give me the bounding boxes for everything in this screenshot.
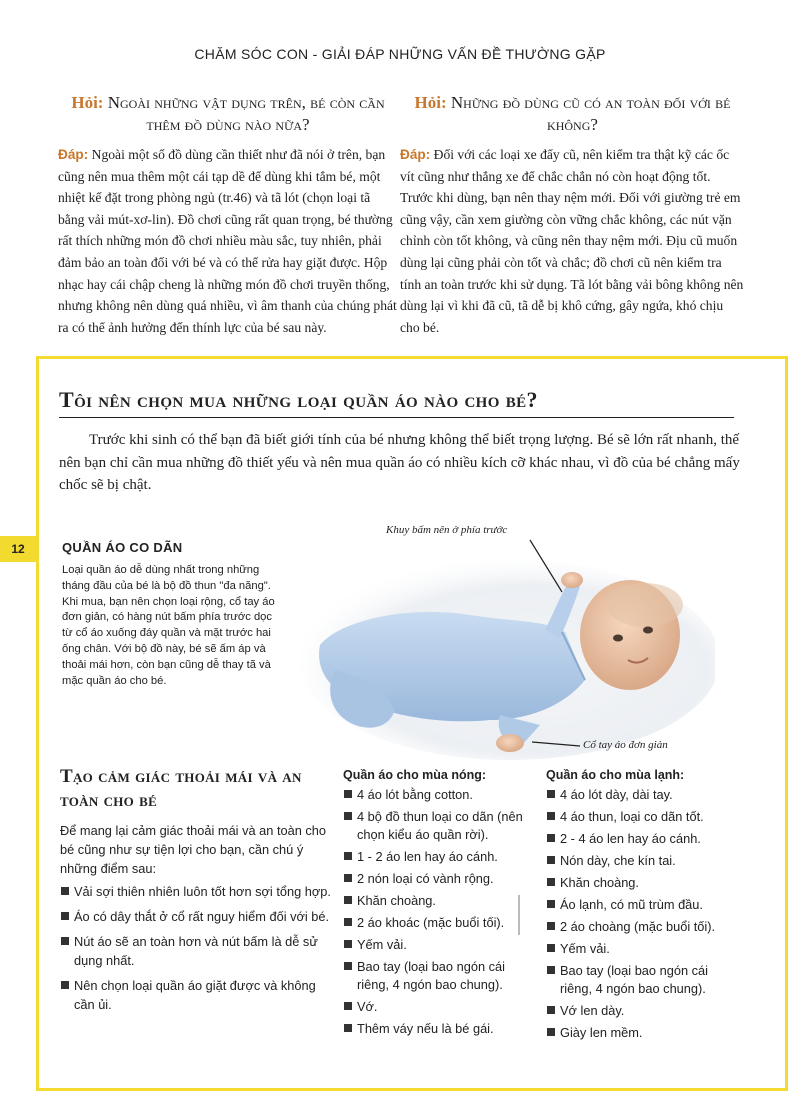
caption-front-buttons: Khuy bấm nên ở phía trước bbox=[386, 524, 508, 536]
hot-season-list bbox=[343, 786, 533, 1038]
list-item: Nút áo sẽ an toàn hơn và nút bấm là dễ sử dụng nhất. bbox=[60, 932, 338, 970]
answer-paragraph bbox=[58, 144, 398, 338]
list-item: 2 - 4 áo len hay áo cánh. bbox=[546, 830, 736, 848]
stretch-clothes-section bbox=[62, 540, 282, 689]
answer-label: Đáp: bbox=[58, 147, 89, 162]
question-label: Hỏi: bbox=[414, 93, 447, 112]
comfort-list bbox=[60, 882, 338, 1014]
stretch-clothes-body: Loại quần áo dễ dùng nhất trong những tháng đầu của bé là bộ đồ thun "đa năng". Khi mua, bạn nên chọn loại rộng, cổ tay áo đơn giản, có hàng nút bấm phía trước dọc từ cổ áo xuống đáy quần và mặt trước hai ống chân. Với bộ đồ này, bé sẽ ấm áp và thoải mái hơn, còn bạn cũng dễ thay tã và mặc quần áo cho bé. bbox=[62, 564, 275, 687]
qa-block-used-items bbox=[400, 92, 745, 338]
list-item: 4 áo thun, loại co dãn tốt. bbox=[546, 808, 736, 826]
stretch-clothes-title: QUẦN ÁO CO DÃN bbox=[62, 540, 183, 555]
hot-season-clothes bbox=[343, 768, 533, 1042]
question-label: Hỏi: bbox=[71, 93, 104, 112]
list-item: Yếm vải. bbox=[343, 936, 533, 954]
page-number-tab: 12 bbox=[0, 536, 36, 562]
list-item: 4 áo lót dày, dài tay. bbox=[546, 786, 736, 804]
list-item: 2 áo khoác (mặc buổi tối). bbox=[343, 914, 533, 932]
question-heading bbox=[58, 92, 398, 136]
list-item: Áo có dây thắt ở cổ rất nguy hiểm đối với bé. bbox=[60, 907, 338, 926]
list-item: Vớ. bbox=[343, 998, 533, 1016]
answer-text: Đối với các loại xe đẩy cũ, nên kiểm tra thật kỹ các ốc vít cũng như thắng xe để chắc chắn nó còn hoạt động tốt. Trước khi dùng, bạn nên thay nệm mới. Đối với giường trẻ em cũng vậy, cần xem giường còn vững chắc không, các nút vặn chỉnh còn tốt không, và cũng nên thay nệm mới. Địu cũ muốn dùng lại cũng phải còn tốt và chắc; đồ chơi cũ nên kiểm tra tính an toàn trước khi sử dụng. Tã lót bằng vải bông không nên dùng lại vì khi đã cũ, tã dễ bị khô cứng, gây ngứa, khó chịu cho bé. bbox=[400, 147, 744, 335]
list-item: Nón dày, che kín tai. bbox=[546, 852, 736, 870]
qa-block-other-items bbox=[58, 92, 398, 338]
list-item: 1 - 2 áo len hay áo cánh. bbox=[343, 848, 533, 866]
answer-label: Đáp: bbox=[400, 147, 431, 162]
cold-season-clothes bbox=[546, 768, 736, 1046]
comfort-intro: Để mang lại cảm giác thoải mái và an toàn cho bé cũng như sự tiện lợi cho bạn, cần chú ý những điểm sau: bbox=[60, 823, 327, 876]
list-item: Nên chọn loại quần áo giặt được và không cần ủi. bbox=[60, 976, 338, 1014]
list-item: 4 bộ đồ thun loại co dãn (nên chọn kiểu áo quần rời). bbox=[343, 808, 533, 844]
baby-photo bbox=[300, 520, 715, 770]
hot-season-title: Quần áo cho mùa nóng: bbox=[343, 768, 487, 782]
answer-text: Ngoài một số đồ dùng cần thiết như đã nói ở trên, bạn cũng nên mua thêm một cái tạp dề để dùng khi tắm bé, một nhiệt kế đặt trong phòng ngủ (tr.46) và tã lót (chọn loại tã bằng vải mút-xơ-lin). Đồ chơi cũng rất quan trọng, bé thường rất thích những món đồ chơi nhiều màu sắc, tuy nhiên, phải đảm bảo an toàn đối với bé và có thể rửa hay giặt được. Hộp nhạc hay cái chập cheng là những món đồ chơi truyền thống, nhưng không nên dùng quá nhiều, vì âm thanh của chúng phát ra có thể ảnh hưởng đến thính lực của bé sau này. bbox=[58, 147, 397, 335]
list-item: Bao tay (loại bao ngón cái riêng, 4 ngón bao chung). bbox=[546, 962, 736, 998]
list-item: 4 áo lót bằng cotton. bbox=[343, 786, 533, 804]
list-item: Bao tay (loại bao ngón cái riêng, 4 ngón bao chung). bbox=[343, 958, 533, 994]
column-divider bbox=[518, 895, 520, 935]
question-text: Những đồ dùng cũ có an toàn đối với bé không? bbox=[450, 93, 731, 134]
list-item: Giày len mềm. bbox=[546, 1024, 736, 1042]
list-item: 2 áo choàng (mặc buổi tối). bbox=[546, 918, 736, 936]
cold-season-title: Quần áo cho mùa lạnh: bbox=[546, 768, 685, 782]
list-item: 2 nón loại có vành rộng. bbox=[343, 870, 533, 888]
question-heading bbox=[400, 92, 745, 136]
answer-paragraph bbox=[400, 144, 745, 338]
list-item: Yếm vải. bbox=[546, 940, 736, 958]
box-title: Tôi nên chọn mua những loại quần áo nào cho bé? bbox=[59, 387, 734, 418]
box-intro: Trước khi sinh có thể bạn đã biết giới tính của bé nhưng không thể biết trọng lượng. Bé sẽ lớn rất nhanh, thế nên bạn chỉ cần mua những đồ thiết yếu và nên mua quần áo có nhiều kích cỡ khác nhau, vì đồ của bé chẳng mấy chốc sẽ bị chật. bbox=[59, 432, 740, 493]
comfort-safety-section bbox=[60, 765, 338, 1020]
list-item: Áo lạnh, có mũ trùm đầu. bbox=[546, 896, 736, 914]
list-item: Vải sợi thiên nhiên luôn tốt hơn sợi tổng hợp. bbox=[60, 882, 338, 901]
list-item: Vớ len dày. bbox=[546, 1002, 736, 1020]
comfort-title: Tạo cảm giác thoải mái và an toàn cho bé bbox=[60, 766, 302, 811]
list-item: Khăn choàng. bbox=[343, 892, 533, 910]
cold-season-list bbox=[546, 786, 736, 1042]
running-header: CHĂM SÓC CON - GIẢI ĐÁP NHỮNG VẤN ĐỀ THƯỜNG GẶP bbox=[194, 46, 606, 62]
caption-simple-cuff: Cổ tay áo đơn giản bbox=[583, 739, 668, 751]
list-item: Khăn choàng. bbox=[546, 874, 736, 892]
question-text: Ngoài những vật dụng trên, bé còn cần thêm đồ dùng nào nữa? bbox=[107, 93, 385, 134]
list-item: Thêm váy nếu là bé gái. bbox=[343, 1020, 533, 1038]
